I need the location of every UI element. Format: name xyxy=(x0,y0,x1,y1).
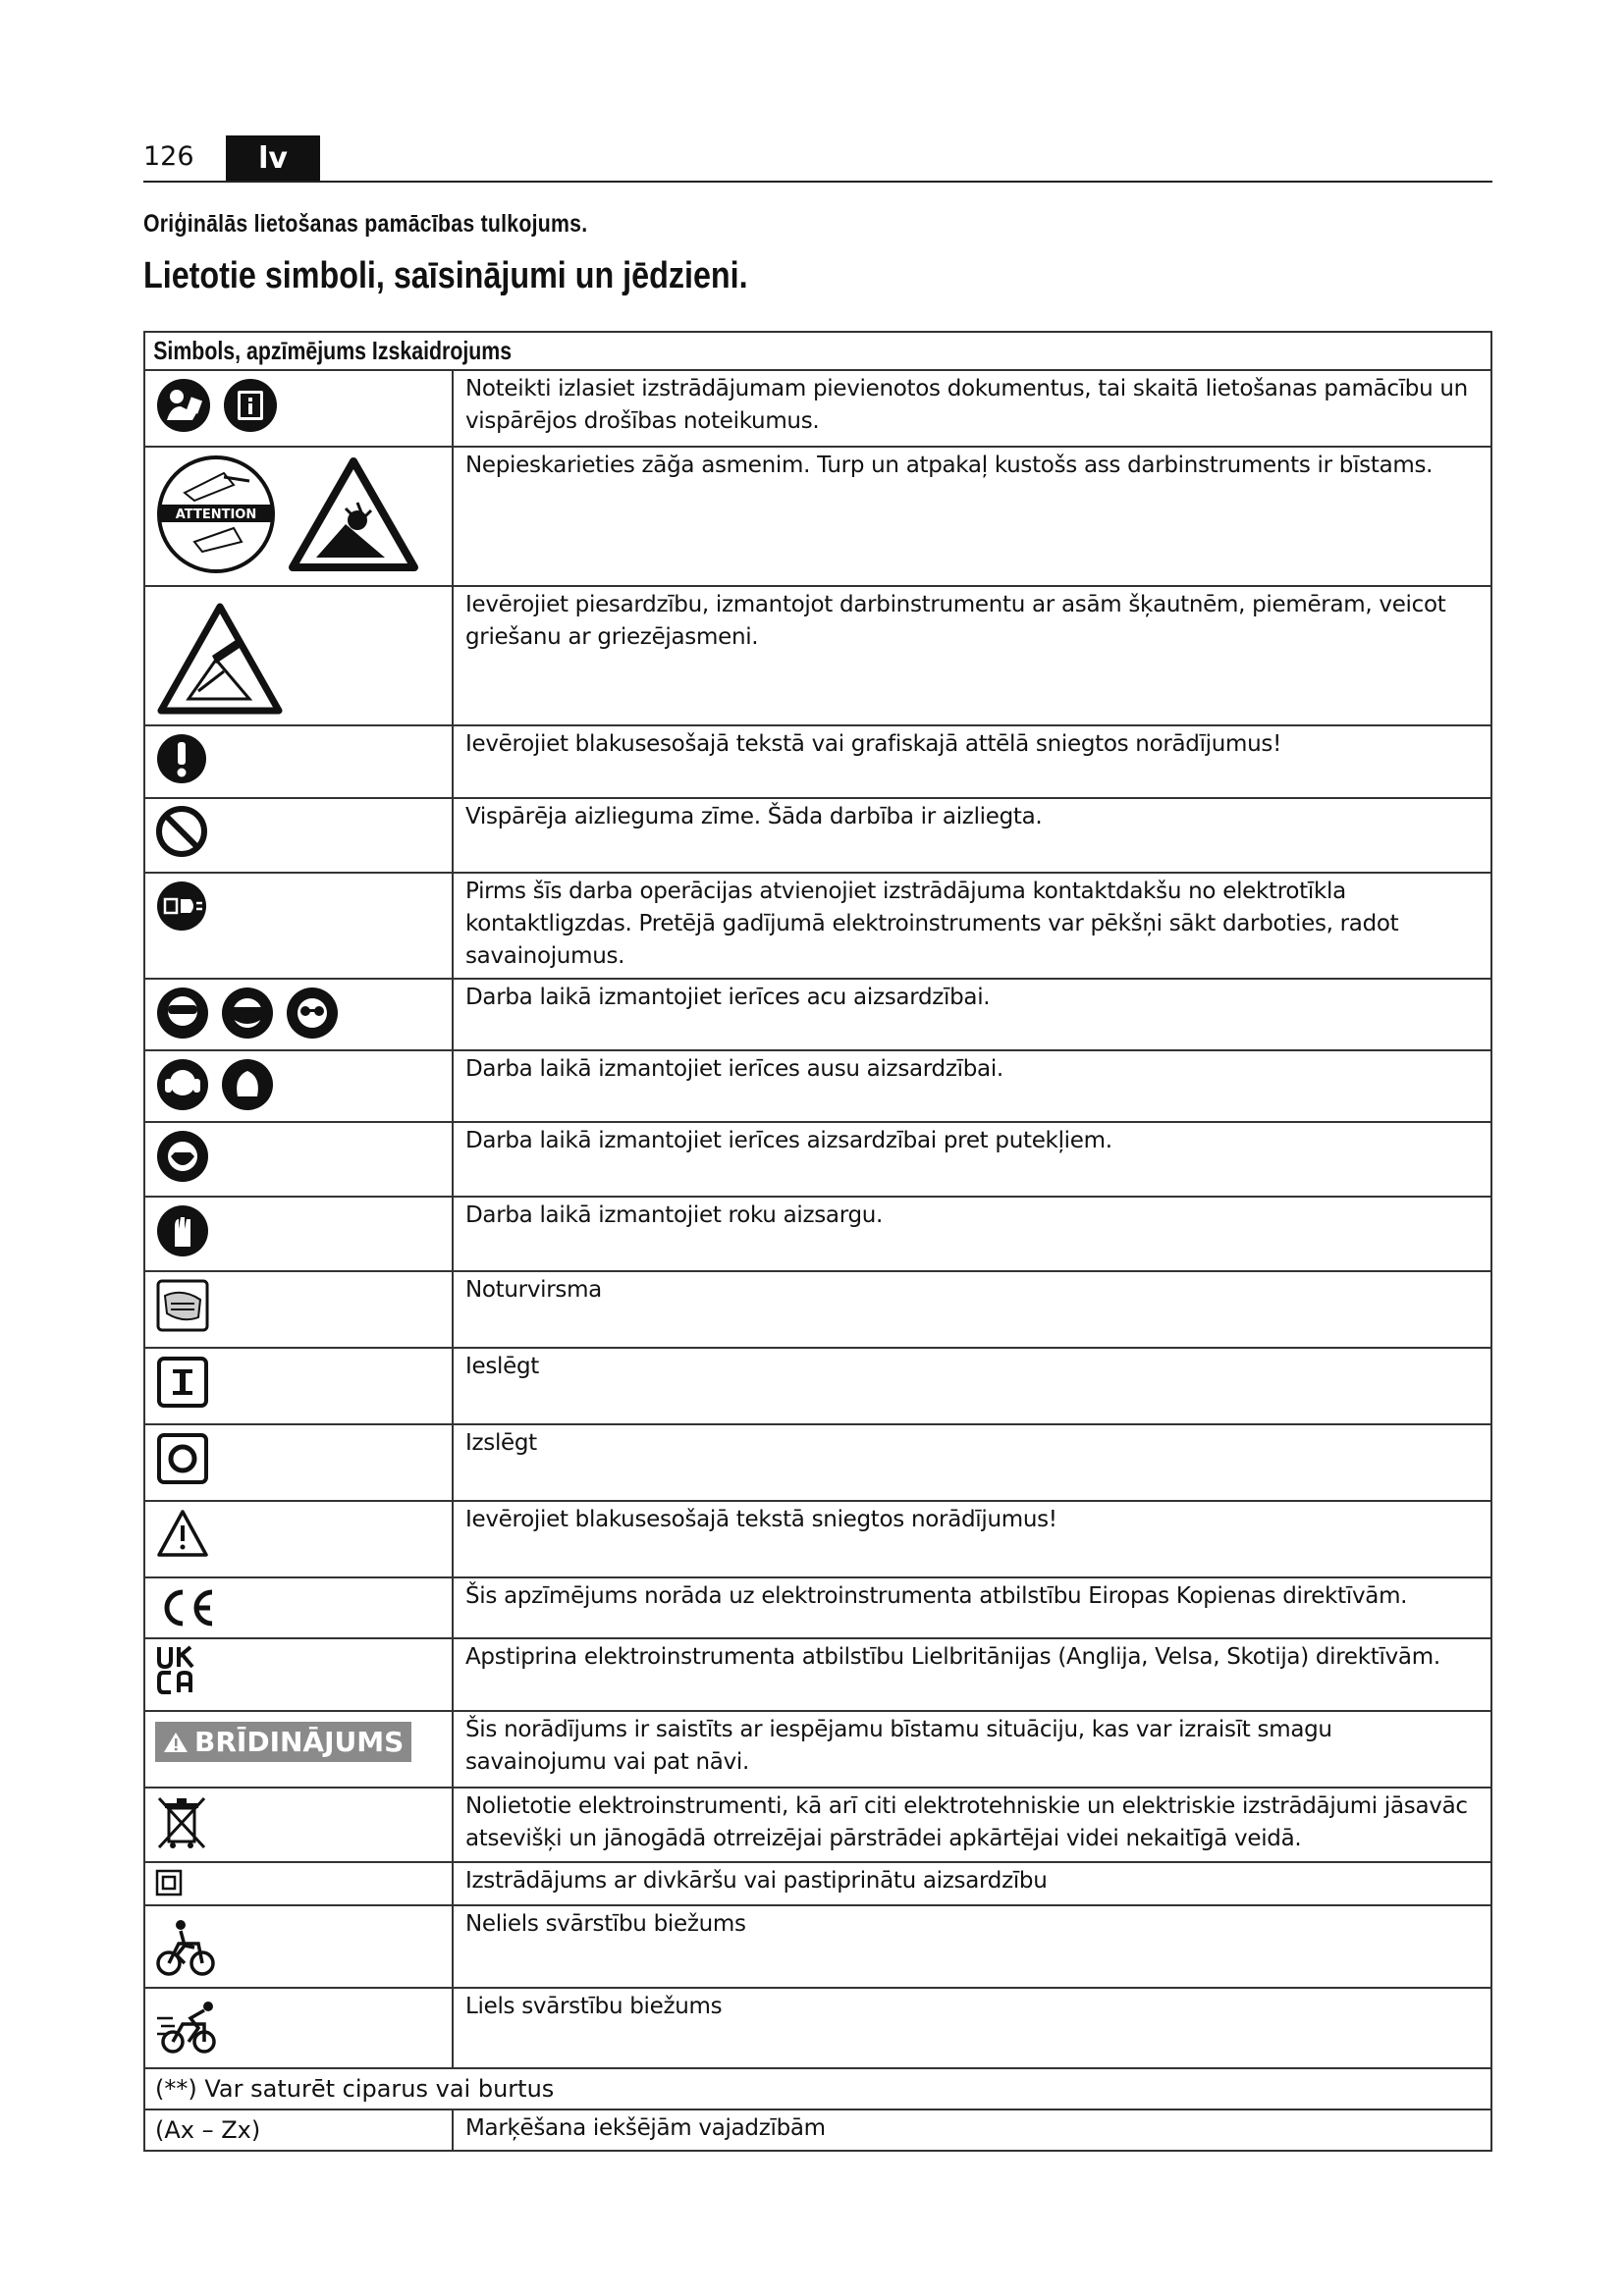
row-text: Ievērojiet piesardzību, izmantojot darbinstrumentu ar asām šķautnēm, piemēram, veicot griešanu ar griezējasmeni. xyxy=(453,586,1491,725)
table-row xyxy=(144,1050,1491,1122)
page-header xyxy=(143,135,1492,183)
row-text: Marķēšana iekšējām vajadzībām xyxy=(453,2109,1491,2151)
svg-text:ATTENTION: ATTENTION xyxy=(175,507,257,522)
table-row xyxy=(144,1905,1491,1988)
warning-triangle-icon xyxy=(155,1508,210,1559)
row-text: Šis norādījums ir saistīts ar iespējamu bīstamu situāciju, kas var izraisīt smagu savainojumu vai pat nāvi. xyxy=(453,1711,1491,1788)
page-title: Lietotie simboli, saīsinājumi un jēdzieni. xyxy=(143,255,748,296)
row-text: Izstrādājums ar divkāršu vai pastiprinātu aizsardzību xyxy=(453,1862,1491,1905)
table-row xyxy=(144,1711,1491,1788)
read-manual-icon xyxy=(155,377,212,434)
ear-protection-icon xyxy=(220,1057,275,1112)
switch-on-icon xyxy=(155,1355,210,1410)
fast-cyclist-icon xyxy=(155,2001,224,2056)
unplug-icon xyxy=(155,880,208,933)
table-row xyxy=(144,1501,1491,1577)
table-row xyxy=(144,1862,1491,1905)
ear-muffs-icon xyxy=(155,1057,210,1112)
attention-saw-blade-icon xyxy=(155,454,277,575)
row-text: Liels svārstību biežums xyxy=(453,1988,1491,2068)
row-text: Ievērojiet blakusesošajā tekstā vai grafiskajā attēlā sniegtos norādījumus! xyxy=(453,725,1491,798)
table-row xyxy=(144,1197,1491,1271)
warning-badge-icon xyxy=(163,1731,189,1754)
table-header-label: Simbols, apzīmējums Izskaidrojums xyxy=(153,336,513,365)
row-text: Pirms šīs darba operācijas atvienojiet izstrādājuma kontaktdakšu no elektrotīkla kontaktligzdas. Pretējā gadījumā elektroinstruments var pēkšņi sākt darboties, radot savainojumus. xyxy=(453,873,1491,979)
table-header-cell xyxy=(144,332,1491,370)
table-row xyxy=(144,370,1491,447)
ce-mark-icon xyxy=(155,1584,218,1631)
ukca-mark-icon xyxy=(155,1645,198,1694)
row-text: Nolietotie elektroinstrumenti, kā arī citi elektrotehniskie un elektriskie izstrādājumi jāsavāc atsevišķi un jānogādā otrreizējai pārstrādei apkārtējai videi nekaitīgā veidā. xyxy=(453,1788,1491,1862)
table-row xyxy=(144,1638,1491,1711)
row-text: Noturvirsma xyxy=(453,1271,1491,1348)
goggles-icon xyxy=(155,986,210,1041)
row-text: Apstiprina elektroinstrumenta atbilstību Lielbritānijas (Anglija, Velsa, Skotija) direktīvām. xyxy=(453,1638,1491,1711)
table-row xyxy=(144,979,1491,1050)
marking-symbol: (Ax – Zx) xyxy=(144,2109,453,2151)
table-row xyxy=(144,1271,1491,1348)
gloves-icon xyxy=(155,1203,210,1258)
table-row xyxy=(144,447,1491,586)
manual-book-icon xyxy=(222,377,279,434)
grip-surface-icon xyxy=(155,1278,210,1333)
table-row xyxy=(144,1577,1491,1638)
row-text: Ieslēgt xyxy=(453,1348,1491,1424)
mandatory-exclamation-icon xyxy=(155,732,208,785)
table-row xyxy=(144,586,1491,725)
warning-badge-label: BRĪDINĀJUMS xyxy=(194,1726,405,1758)
language-tab: lv xyxy=(226,135,320,181)
table-footnote-row xyxy=(144,2068,1491,2109)
table-header-row xyxy=(144,332,1491,370)
slow-cyclist-icon xyxy=(155,1918,216,1979)
row-text: Darba laikā izmantojiet roku aizsargu. xyxy=(453,1197,1491,1271)
weee-bin-icon xyxy=(155,1794,208,1853)
table-row xyxy=(144,1424,1491,1501)
row-text: Darba laikā izmantojiet ierīces ausu aizsardzībai. xyxy=(453,1050,1491,1122)
prohibition-icon xyxy=(155,805,208,858)
footnote-text: (**) Var saturēt ciparus vai burtus xyxy=(144,2068,1491,2109)
table-row xyxy=(144,1988,1491,2068)
page-number: 126 xyxy=(143,141,194,172)
double-insulation-icon xyxy=(155,1869,183,1896)
row-text: Nepieskarieties zāğa asmenim. Turp un atpakaļ kustošs ass darbinstruments ir bīstams. xyxy=(453,447,1491,586)
row-text: Izslēgt xyxy=(453,1424,1491,1501)
dust-mask-icon xyxy=(155,1129,210,1184)
row-text: Ievērojiet blakusesošajā tekstā sniegtos norādījumus! xyxy=(453,1501,1491,1577)
table-row xyxy=(144,1788,1491,1862)
row-text: Noteikti izlasiet izstrādājumam pievienotos dokumentus, tai skaitā lietošanas pamācību un vispārējos drošības noteikumus. xyxy=(453,370,1491,447)
safety-glasses-icon xyxy=(285,986,340,1041)
row-text: Neliels svārstību biežums xyxy=(453,1905,1491,1988)
table-row xyxy=(144,873,1491,979)
switch-off-icon xyxy=(155,1431,210,1486)
warning-badge xyxy=(155,1722,411,1762)
table-row xyxy=(144,2109,1491,2151)
document-subtitle: Oriģinālās lietošanas pamācības tulkojums. xyxy=(143,210,588,238)
table-row xyxy=(144,1122,1491,1197)
table-row xyxy=(144,1348,1491,1424)
row-text: Vispārēja aizlieguma zīme. Šāda darbība ir aizliegta. xyxy=(453,798,1491,873)
row-text: Darba laikā izmantojiet ierīces acu aizsardzībai. xyxy=(453,979,1491,1050)
face-shield-icon xyxy=(220,986,275,1041)
table-row xyxy=(144,798,1491,873)
symbols-table xyxy=(143,331,1492,2152)
blade-hazard-triangle-icon xyxy=(287,455,420,573)
row-text: Šis apzīmējums norāda uz elektroinstrumenta atbilstību Eiropas Kopienas direktīvām. xyxy=(453,1577,1491,1638)
table-row xyxy=(144,725,1491,798)
row-text: Darba laikā izmantojiet ierīces aizsardzībai pret putekļiem. xyxy=(453,1122,1491,1197)
cut-hazard-triangle-icon xyxy=(155,601,285,717)
